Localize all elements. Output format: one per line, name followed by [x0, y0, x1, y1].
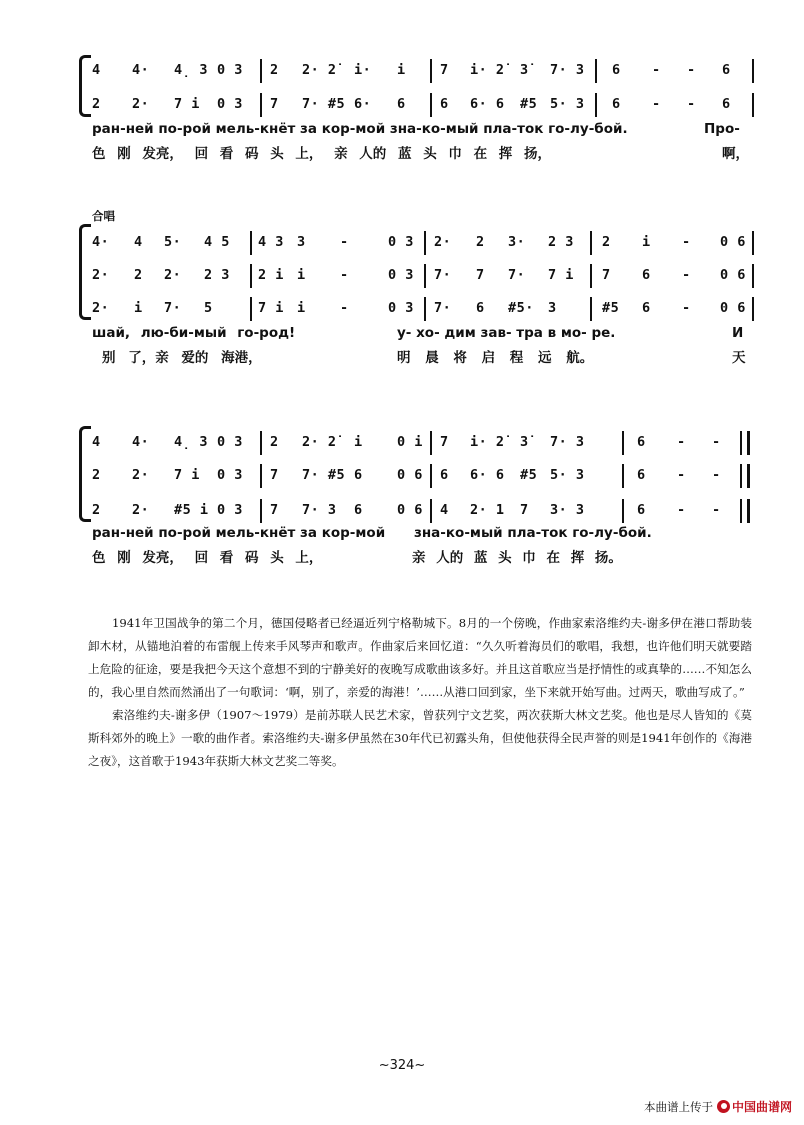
note: -: [682, 234, 691, 250]
barline: [752, 264, 754, 288]
note: 2: [92, 502, 101, 518]
note: 7: [520, 502, 529, 518]
note: -: [712, 502, 721, 518]
barline: [752, 231, 754, 255]
barline: [595, 59, 597, 83]
note: 6: [612, 62, 621, 78]
note: 7· 3: [302, 502, 337, 518]
note: -: [682, 300, 691, 316]
note: -: [712, 467, 721, 483]
barline: [260, 93, 262, 117]
note: 6: [722, 96, 731, 112]
barline: [595, 93, 597, 117]
note: -: [340, 234, 349, 250]
barline: [260, 59, 262, 83]
note: -: [682, 267, 691, 283]
lyric-text: у- хо- дим зав- тра в мо- ре.: [397, 325, 616, 341]
note: -: [677, 434, 686, 450]
note: 0 3: [217, 62, 243, 78]
note: 4: [92, 434, 101, 450]
note: i· 2̇: [470, 434, 505, 450]
note: 6: [354, 467, 363, 483]
note: 7·: [434, 267, 452, 283]
note: 0 3: [388, 300, 414, 316]
note: 2: [476, 234, 485, 250]
staff-brace: [79, 55, 91, 117]
note: 7 i: [174, 467, 200, 483]
note: 7 i: [258, 300, 284, 316]
final-barline: [740, 499, 750, 523]
lyrics-chinese: [92, 142, 762, 162]
note: 5: [204, 300, 213, 316]
note: 2· 1: [470, 502, 505, 518]
note: 2·: [164, 267, 182, 283]
note: #5: [520, 96, 538, 112]
lyrics-russian: [92, 525, 762, 545]
note: 2·: [132, 96, 150, 112]
note: 3: [548, 300, 557, 316]
lyric-text: И: [732, 325, 744, 341]
note: 5·: [164, 234, 182, 250]
note: 6· 6: [470, 96, 505, 112]
note: 2: [270, 434, 279, 450]
note: 7: [440, 434, 449, 450]
note: 4: [134, 234, 143, 250]
note: 7·: [434, 300, 452, 316]
barline: [430, 464, 432, 488]
site-logo[interactable]: [717, 1098, 792, 1115]
note: 2: [270, 62, 279, 78]
lyric-text: 天: [732, 350, 746, 366]
note: i: [297, 267, 306, 283]
note: 2 3: [548, 234, 574, 250]
barline: [622, 499, 624, 523]
staff-line: [92, 234, 762, 256]
note: 6: [722, 62, 731, 78]
lyrics-russian: [92, 325, 762, 345]
staff-line: [92, 300, 762, 322]
lyric-text: 明 晨 将 启 程 远 航。: [397, 350, 594, 366]
note: 0 3: [388, 234, 414, 250]
barline: [424, 231, 426, 255]
note: 0 6: [720, 267, 746, 283]
note: 0 3: [217, 434, 243, 450]
note: 4 3: [258, 234, 284, 250]
note: 2· 2̇: [302, 434, 337, 450]
note: 2: [602, 234, 611, 250]
barline: [752, 297, 754, 321]
staff-line: [92, 502, 762, 524]
note: 6: [637, 502, 646, 518]
barline: [590, 231, 592, 255]
note: i: [642, 234, 651, 250]
lyrics-russian: [92, 121, 762, 141]
note: 2: [92, 96, 101, 112]
note: 6: [642, 300, 651, 316]
staff-brace: [79, 224, 91, 320]
note: 6: [637, 434, 646, 450]
note: i: [297, 300, 306, 316]
note: 3· 3: [550, 502, 585, 518]
staff-line: [92, 62, 762, 84]
note: #5·: [508, 300, 534, 316]
notes-paragraph: 1941年卫国战争的第二个月，德国侵略者已经逼近列宁格勒城下。8月的一个傍晚，作曲家索洛维约夫-谢多伊在港口帮助装卸木材，从锚地泊着的布雷舰上传来手风琴声和歌声。作曲家后来回忆道：“久久听着海员们的歌唱，我想，也许他们明天就要踏上危险的征途，要是我把今天这个意想不到的宁静美好的夜晚写成歌曲该多好。并且这首歌应当是抒情性的或真挚的……不知怎么的，我心里自然而然涌出了一句歌词：‘啊，别了，亲爱的海港！’……从港口回到家，坐下来就开始写曲。过两天，歌曲写成了。”: [88, 616, 752, 699]
note: -: [712, 434, 721, 450]
barline: [752, 59, 754, 83]
barline: [260, 499, 262, 523]
final-barline: [740, 431, 750, 455]
barline: [260, 431, 262, 455]
note: 0 6: [397, 502, 423, 518]
note: 5· 3: [550, 96, 585, 112]
note: 7: [440, 62, 449, 78]
note: 7· #5: [302, 96, 346, 112]
barline: [250, 231, 252, 255]
note: 7 i: [548, 267, 574, 283]
note: 7: [602, 267, 611, 283]
note: 7: [476, 267, 485, 283]
note: 0 6: [720, 300, 746, 316]
barline: [430, 59, 432, 83]
barline: [430, 93, 432, 117]
note: -: [340, 300, 349, 316]
note: 6: [637, 467, 646, 483]
note: 0 6: [720, 234, 746, 250]
lyric-text: 啊，: [722, 146, 749, 162]
note: 3: [297, 234, 306, 250]
note: -: [677, 467, 686, 483]
note: -: [340, 267, 349, 283]
note: 6: [476, 300, 485, 316]
note: 0 3: [217, 467, 243, 483]
barline: [590, 297, 592, 321]
note: i· 2̇: [470, 62, 505, 78]
note: 6· 6: [470, 467, 505, 483]
qupu-logo-icon: [717, 1100, 730, 1113]
note: 2 i: [258, 267, 284, 283]
note: 7· #5: [302, 467, 346, 483]
note: 7· 3: [550, 62, 585, 78]
note: 0 3: [217, 502, 243, 518]
note: 2·: [92, 300, 110, 316]
song-notes: [88, 612, 752, 773]
note: 7: [270, 467, 279, 483]
barline: [260, 464, 262, 488]
staff-line: [92, 434, 762, 456]
barline: [752, 93, 754, 117]
barline: [590, 264, 592, 288]
note: -: [652, 62, 661, 78]
note: 4: [440, 502, 449, 518]
note: 4: [92, 62, 101, 78]
note: 2· 2̇: [302, 62, 337, 78]
note: 3̇: [520, 62, 529, 78]
note: 2·: [132, 467, 150, 483]
note: 3̇: [520, 434, 529, 450]
note: 2: [134, 267, 143, 283]
note: 7·: [164, 300, 182, 316]
barline: [622, 464, 624, 488]
note: #5: [520, 467, 538, 483]
note: 2·: [132, 502, 150, 518]
note: 7: [270, 96, 279, 112]
notes-paragraph: 索洛维约夫-谢多伊（1907～1979）是前苏联人民艺术家，曾获列宁文艺奖，两次获斯大林文艺奖。他也是尽人皆知的《莫斯科郊外的晚上》一歌的曲作者。索洛维约夫-谢多伊虽然在30年代已初露头角，但使他获得全民声誉的则是1941年创作的《海港之夜》，这首歌于1943年获斯大林文艺奖二等奖。: [88, 708, 752, 768]
upload-footer: [644, 1098, 792, 1115]
note: -: [687, 62, 696, 78]
staff-line: [92, 467, 762, 489]
lyric-text: 别 了，亲 爱的 海港，: [102, 350, 262, 366]
lyric-text: Про-: [704, 121, 740, 137]
note: 3·: [508, 234, 526, 250]
note: -: [677, 502, 686, 518]
note: -: [687, 96, 696, 112]
barline: [250, 264, 252, 288]
staff-brace: [79, 426, 91, 522]
lyric-text: 色 刚 发亮， 回 看 码 头 上，: [92, 550, 323, 566]
barline: [250, 297, 252, 321]
note: i: [397, 62, 406, 78]
note: 4 5: [204, 234, 230, 250]
staff-line: [92, 267, 762, 289]
lyric-text: 色 刚 发亮， 回 看 码 头 上， 亲 人的 蓝 头 巾 在 挥 扬，: [92, 146, 551, 162]
barline: [430, 499, 432, 523]
final-barline: [740, 464, 750, 488]
barline: [430, 431, 432, 455]
lyric-text: зна-ко-мый пла-ток го-лу-бой.: [414, 525, 652, 541]
note: #5 i: [174, 502, 209, 518]
logo-text: 中国曲谱网: [731, 1100, 792, 1114]
note: 0 3: [388, 267, 414, 283]
note: 7: [270, 502, 279, 518]
page-number: ~324~: [378, 1058, 426, 1073]
note: 7· 3: [550, 434, 585, 450]
note: 4̣ 3: [174, 62, 209, 78]
note: 4·: [92, 234, 110, 250]
note: 5· 3: [550, 467, 585, 483]
note: 7 i: [174, 96, 200, 112]
note: 6: [440, 467, 449, 483]
staff-line: [92, 96, 762, 118]
note: 6: [642, 267, 651, 283]
footer-text: 本曲谱上传于: [643, 1099, 713, 1114]
note: 6: [612, 96, 621, 112]
note: i: [134, 300, 143, 316]
note: 2 3: [204, 267, 230, 283]
note: 4·: [132, 434, 150, 450]
lyric-text: шай, лю-би-мый го-род!: [92, 325, 296, 341]
note: 6·: [354, 96, 372, 112]
note: i: [354, 434, 363, 450]
note: 0 i: [397, 434, 423, 450]
lyric-text: 亲 人的 蓝 头 巾 在 挥 扬。: [412, 550, 622, 566]
note: 4̣ 3: [174, 434, 209, 450]
note: 6: [354, 502, 363, 518]
lyrics-chinese: [92, 546, 762, 566]
lyrics-chinese: [92, 346, 762, 366]
note: #5: [602, 300, 620, 316]
note: 7·: [508, 267, 526, 283]
barline: [622, 431, 624, 455]
note: 6: [397, 96, 406, 112]
note: i·: [354, 62, 372, 78]
lyric-text: ран-ней по-рой мель-кнёт за кор-мой зна-ко-мый пла-ток го-лу-бой.: [92, 121, 628, 137]
note: 0 6: [397, 467, 423, 483]
note: -: [652, 96, 661, 112]
barline: [424, 297, 426, 321]
lyric-text: ран-ней по-рой мель-кнёт за кор-мой: [92, 525, 386, 541]
note: 2·: [434, 234, 452, 250]
chorus-label: 合唱: [92, 209, 115, 223]
barline: [424, 264, 426, 288]
note: 2: [92, 467, 101, 483]
note: 0 3: [217, 96, 243, 112]
note: 2·: [92, 267, 110, 283]
note: 6: [440, 96, 449, 112]
note: 4·: [132, 62, 150, 78]
